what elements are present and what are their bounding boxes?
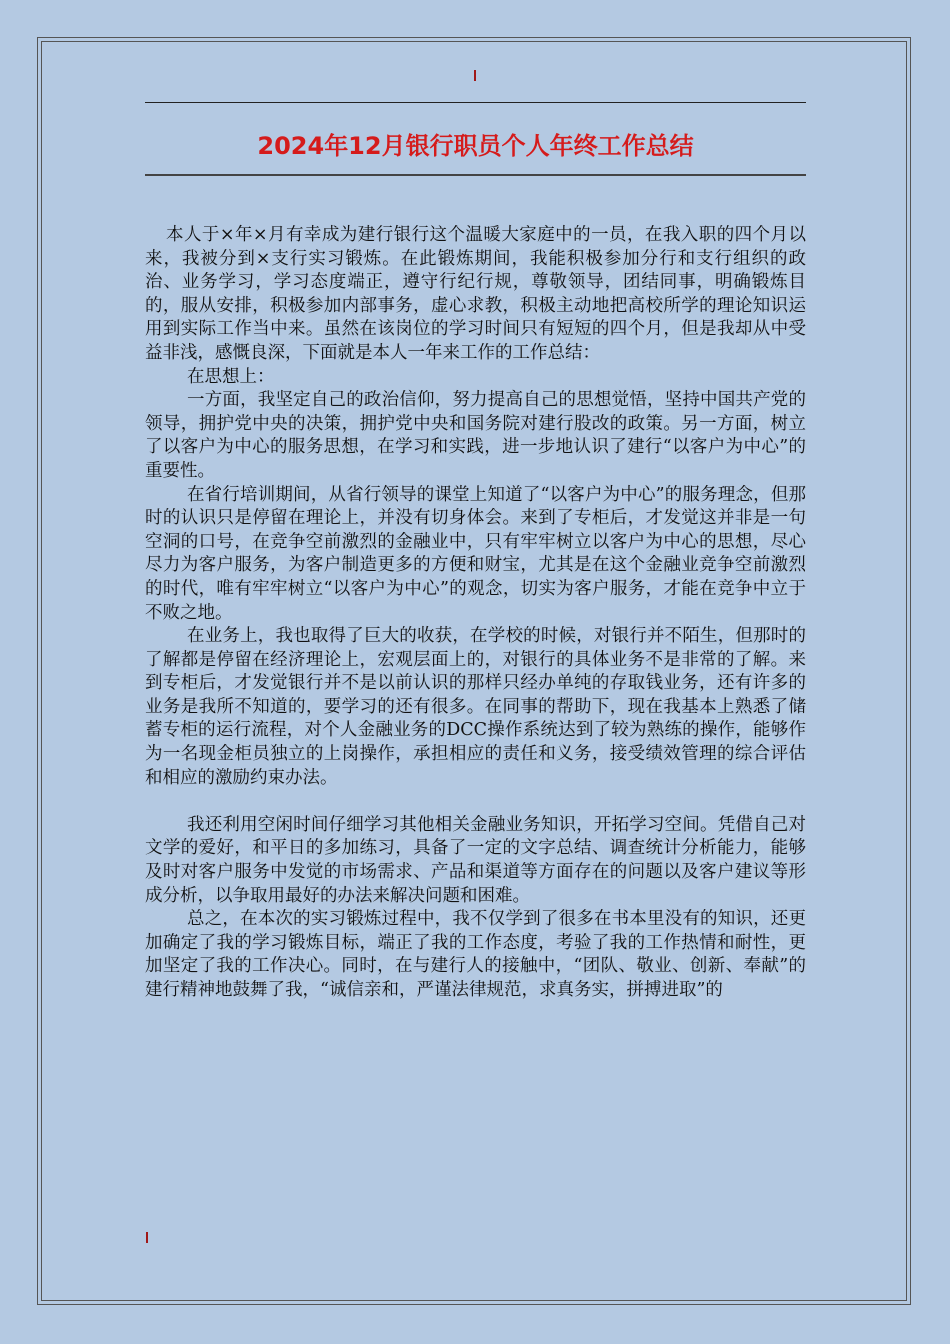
paragraph-heading-thought: 在思想上： [187, 366, 275, 387]
paragraph-training: 在省行培训期间，从省行领导的课堂上知道了“以客户为中心”的服务理念，但那时的认识只是停留在理论上，并没有切身体会。来到了专柜后，才发觉这并非是一句空洞的口号，在竞争空前激烈的金融业中，只有牢牢树立以客户为中心的思想，尽心尽力为客户服务，为客户制造更多的方便和财宝，尤其是在这个金融业竞争空前激烈的时代，唯有牢牢树立“以客户为中心”的观念，切实为客户服务，才能在竞争中立于不败之地。 [145, 484, 806, 623]
paragraph-thought: 一方面，我坚定自己的政治信仰，努力提高自己的思想觉悟，坚持中国共产党的领导，拥护党中央的决策，拥护党中央和国务院对建行股改的政策。另一方面，树立了以客户为中心的服务思想，在学习和实践，进一步地认识了建行“以客户为中心”的重要性。 [145, 390, 806, 481]
paragraph-summary: 总之，在本次的实习锻炼过程中，我不仅学到了很多在书本里没有的知识，还更加确定了我的学习锻炼目标，端正了我的工作态度，考验了我的工作热情和耐性，更加坚定了我的工作决心。同时，在与建行人的接触中，“团队、敬业、创新、奉献”的建行精神地鼓舞了我，“诚信亲和，严谨法律规范，求真务实，拼搏进取”的 [145, 909, 806, 1000]
paragraph-self-study: 我还利用空闲时间仔细学习其他相关金融业务知识，开拓学习空间。凭借自己对文学的爱好，和平日的多加练习，具备了一定的文字总结、调查统计分析能力，能够及时对客户服务中发觉的市场需求、产品和渠道等方面存在的问题以及客户建议等形成分析，以争取用最好的办法来解决问题和困难。 [145, 814, 806, 906]
header-rule [145, 102, 806, 103]
document-title: 2024年12月银行职员个人年终工作总结 [257, 132, 694, 160]
document-body [145, 224, 806, 1003]
header-cursor-mark [474, 70, 476, 81]
title-underline [145, 174, 806, 176]
paragraph-intro: 本人于×年×月有幸成为建行银行这个温暖大家庭中的一员，在我入职的四个月以来，我被分到×支行实习锻炼。在此锻炼期间，我能积极参加分行和支行组织的政治、业务学习，学习态度端正，遵守行纪行规，尊敬领导，团结同事，明确锻炼目的，服从安排，积极参加内部事务，虚心求教，积极主动地把高校所学的理论知识运用到实际工作当中来。虽然在该岗位的学习时间只有短短的四个月，但是我却从中受益非浅，感慨良深，下面就是本人一年来工作的工作总结： [145, 225, 806, 363]
footer-cursor-mark [146, 1232, 148, 1243]
paragraph-business: 在业务上，我也取得了巨大的收获，在学校的时候，对银行并不陌生，但那时的了解都是停留在经济理论上，宏观层面上的，对银行的具体业务不是非常的了解。来到专柜后，才发觉银行并不是以前认识的那样只经办单纯的存取钱业务，还有许多的业务是我所不知道的，要学习的还有很多。在同事的帮助下，现在我基本上熟悉了储蓄专柜的运行流程，对个人金融业务的DCC操作系统达到了较为熟练的操作，能够作为一名现金柜员独立的上岗操作，承担相应的责任和义务，接受绩效管理的综合评估和相应的激励约束办法。 [145, 626, 806, 788]
